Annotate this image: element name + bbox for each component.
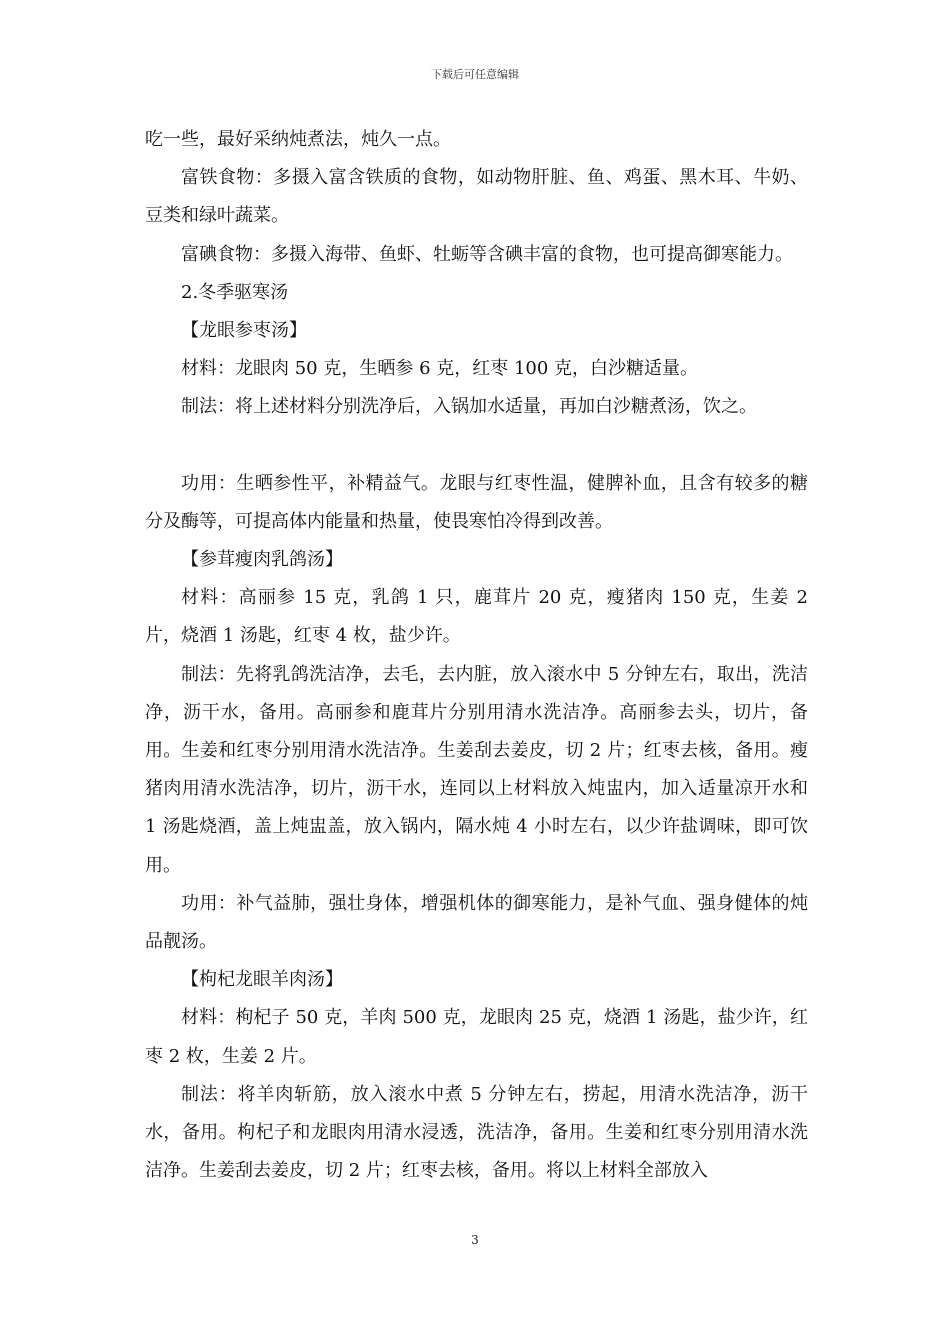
paragraph-iron-foods: 富铁食物：多摄入富含铁质的食物，如动物肝脏、鱼、鸡蛋、黑木耳、牛奶、豆类和绿叶蔬菜。 <box>145 167 808 227</box>
recipe-method: 制法：将上述材料分别洗净后，入锅加水适量，再加白沙糖煮汤，饮之。 <box>181 396 757 418</box>
recipe-effect: 功用：补气益肺，强壮身体，增强机体的御寒能力，是补气血、强身健体的炖品靓汤。 <box>145 892 808 953</box>
recipe-ingredients: 材料：枸杞子 50 克，羊肉 500 克，龙眼肉 25 克，烧酒 1 汤匙，盐少许，红枣 2 枚，生姜 2 片。 <box>145 1007 808 1067</box>
recipe-title-goji-longan-lamb: 【枸杞龙眼羊肉汤】 <box>181 969 343 991</box>
recipe-title-ginseng-antler-pigeon: 【参茸瘦肉乳鸽汤】 <box>181 549 343 571</box>
recipe-ingredients: 材料：高丽参 15 克，乳鸽 1 只，鹿茸片 20 克，瘦猪肉 150 克，生姜 2 片，烧酒 1 汤匙，红枣 4 枚，盐少许。 <box>145 587 808 647</box>
document-body <box>145 121 808 1190</box>
page-header: 下载后可任意编辑 <box>431 68 519 81</box>
paragraph-iodine-foods: 富碘食物：多摄入海带、鱼虾、牡蛎等含碘丰富的食物，也可提高御寒能力。 <box>181 243 793 265</box>
blank-line <box>145 427 808 465</box>
recipe-effect: 功用：生晒参性平，补精益气。龙眼与红枣性温，健脾补血，且含有较多的糖分及酶等，可提高体内能量和热量，使畏寒怕冷得到改善。 <box>145 472 808 532</box>
page-number: 3 <box>471 1233 479 1247</box>
recipe-title-longan-ginseng-jujube: 【龙眼参枣汤】 <box>181 320 307 342</box>
recipe-ingredients: 材料：龙眼肉 50 克，生晒参 6 克，红枣 100 克，白沙糖适量。 <box>181 358 699 380</box>
recipe-method: 制法：先将乳鸽洗洁净，去毛，去内脏，放入滚水中 5 分钟左右，取出，洗洁净，沥干水，备用。高丽参和鹿茸片分别用清水洗洁净。高丽参去头，切片，备用。生姜和红枣分别用清水洗洁净。生姜刮去姜皮，切 2 片；红枣去核，备用。瘦猪肉用清水洗洁净，切片，沥干水，连同以上材料放入炖盅内，加入适量凉开水和 1 汤匙烧酒，盖上炖盅盖，放入锅内，隔水炖 4 小时左右，以少许盐调味，即可饮用。 <box>145 663 808 876</box>
section-heading-winter-soups: 2.冬季驱寒汤 <box>181 281 289 303</box>
recipe-method: 制法：将羊肉斩筋，放入滚水中煮 5 分钟左右，捞起，用清水洗洁净，沥干水，备用。枸杞子和龙眼肉用清水浸透，洗洁净，备用。生姜和红枣分别用清水洗洁净。生姜刮去姜皮，切 2 片；红枣去核，备用。将以上材料全部放入 <box>145 1083 808 1182</box>
paragraph-stew-method: 吃一些，最好采纳炖煮法，炖久一点。 <box>145 129 451 150</box>
